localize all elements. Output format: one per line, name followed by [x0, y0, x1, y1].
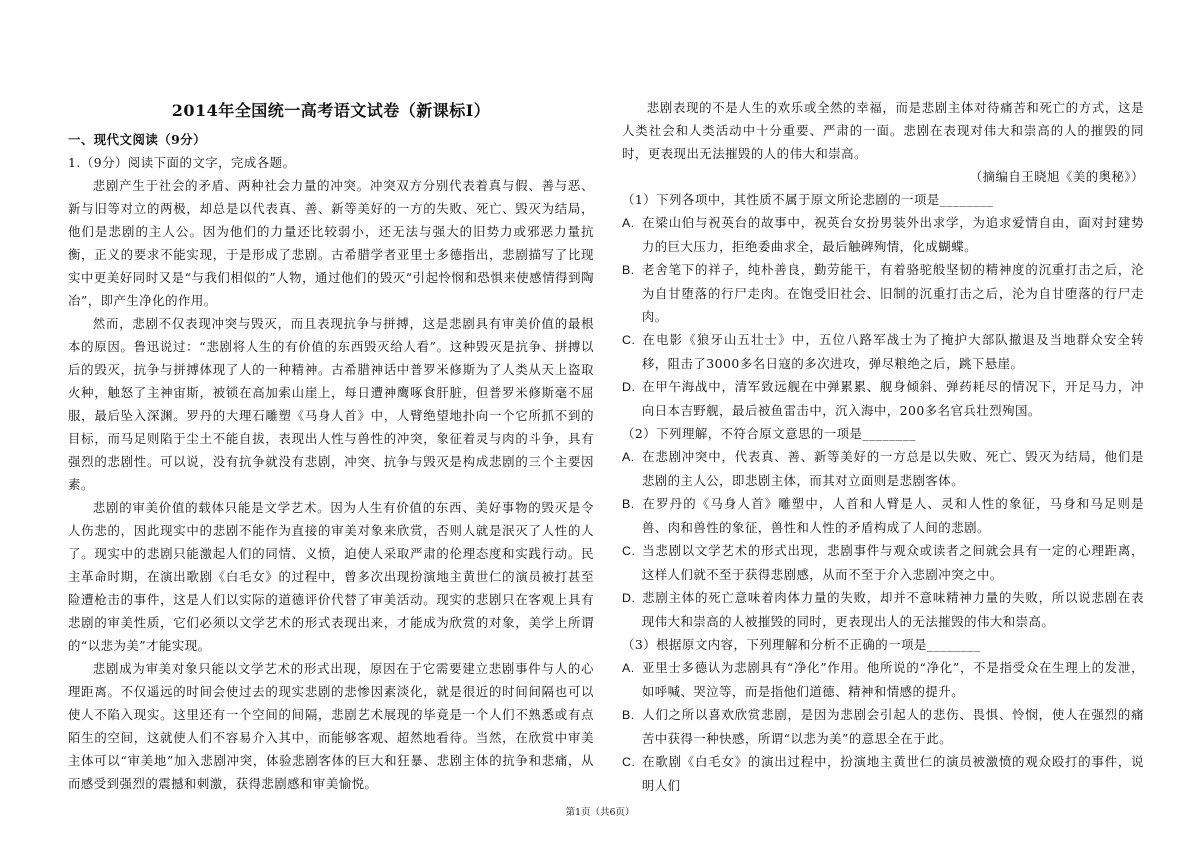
option-text: 在电影《狼牙山五壮士》中，五位八路军战士为了掩护大部队撤退及当地群众安全转移，阻击了3000多名日寇的多次进攻，弹尽粮绝之后，跳下悬崖。 — [641, 332, 1144, 371]
option-text: 亚里士多德认为悲剧具有“净化”作用。他所说的“净化”，不是指受众在生理上的发泄，如呼喊、哭泣等，而是指他们道德、精神和情感的提升。 — [641, 660, 1144, 699]
option-text: 当悲剧以文学艺术的形式出现，悲剧事件与观众或读者之间就会具有一定的心理距离，这样人们就不至于获得悲剧感，从而不至于介入悲剧冲突之中。 — [641, 543, 1144, 582]
page-footer: 第1页（共6页） — [565, 807, 635, 818]
subquestion-3-option-b — [622, 703, 1144, 750]
passage-paragraph-3: 悲剧的审美价值的载体只能是文学艺术。因为人生有价值的东西、美好事物的毁灭是令人伤悲的，因此现实中的悲剧不能作为直接的审美对象来欣赏，否则人就是泯灭了人性的人了。现实中的悲剧只能激起人们的同情、义愤，迫使人采取严肃的伦理态度和实践行动。民主革命时期，在演出歌剧《白毛女》的过程中，曾多次出现扮演地主黄世仁的演员被打甚至险遭枪击的事件，这是人们以实际的道德评价代替了审美活动。现实的悲剧只在客观上具有悲剧的审美性质，它们必须以文学艺术的形式表现出来，才能成为欣赏的对象，美学上所谓的“以悲为美”才能实现。 — [68, 500, 594, 653]
exam-title: 2014年全国统一高考语文试卷（新课标Ⅰ） — [171, 101, 491, 120]
subquestion-1-stem: （1）下列各项中，其性质不属于原文所论悲剧的一项是________ — [622, 192, 994, 207]
subquestion-2-option-d — [622, 586, 1144, 633]
option-letter: C. — [622, 755, 636, 769]
subquestion-1-option-a — [622, 211, 1144, 258]
option-letter: D. — [622, 380, 636, 394]
option-text: 人们之所以喜欢欣赏悲剧，是因为悲剧会引起人的悲伤、畏惧、怜悯，使人在强烈的痛苦中获得一种快感，所谓“以悲为美”的意思全在于此。 — [641, 707, 1144, 746]
subquestion-1-option-d — [622, 375, 1144, 422]
subquestion-2-stem: （2）下列理解，不符合原文意思的一项是________ — [622, 426, 916, 441]
subquestion-3-option-a — [622, 656, 1144, 703]
subquestion-3-stem: （3）根据原文内容，下列理解和分析不正确的一项是________ — [622, 637, 981, 652]
option-text: 在甲午海战中，清军致远舰在中弹累累、舰身倾斜、弹药耗尽的情况下，开足马力，冲向日本吉野舰，最后被鱼雷击中，沉入海中，200多名官兵壮烈殉国。 — [641, 379, 1144, 418]
option-letter: A. — [622, 216, 635, 230]
option-letter: A. — [622, 661, 635, 675]
option-text: 悲剧主体的死亡意味着肉体力量的失败，却并不意味精神力量的失败，所以说悲剧在表现伟大和崇高的人被摧毁的同时，更表现出人的无法摧毁的伟大和崇高。 — [641, 590, 1144, 629]
option-text: 在悲剧冲突中，代表真、善、新等美好的一方总是以失败、死亡、毁灭为结局，他们是悲剧的主人公，即悲剧主体，而其对立面则是悲剧客体。 — [641, 449, 1144, 488]
passage-paragraph-5: 悲剧表现的不是人生的欢乐或全然的幸福，而是悲剧主体对待痛苦和死亡的方式，这是人类社会和人类活动中十分重要、严肃的一面。悲剧在表现对伟大和崇高的人的摧毁的同时，更表现出无法摧毁的人的伟大和崇高。 — [622, 100, 1144, 161]
question-1-stem: 1.（9分）阅读下面的文字，完成各题。 — [68, 155, 296, 170]
section-heading: 一、现代文阅读（9分） — [68, 132, 207, 147]
passage-paragraph-4: 悲剧成为审美对象只能以文学艺术的形式出现，原因在于它需要建立悲剧事件与人的心理距离。不仅遥远的时间会使过去的现实悲剧的悲惨因素淡化，就是很近的时间间隔也可以使人不陷入现实。这里还有一个空间的间隔，悲剧艺术展现的毕竟是一个人们不熟悉或有点陌生的空间，这就使人们不容易介入其中，而能够客观、超然地看待。当然，在欣赏中审美主体可以“审美地”加入悲剧冲突，体验悲剧客体的巨大和狂暴、悲剧主体的抗争和悲痛，从而感受到强烈的震撼和刺激，获得悲剧感和审美愉悦。 — [68, 661, 594, 791]
subquestion-2-option-a — [622, 445, 1144, 492]
option-letter: C. — [622, 544, 636, 558]
left-column — [68, 96, 594, 795]
subquestion-3-option-c — [622, 750, 1144, 797]
subquestion-1-option-c — [622, 328, 1144, 375]
right-column — [622, 96, 1144, 797]
option-letter: B. — [622, 708, 635, 722]
option-text: 老舍笔下的祥子，纯朴善良，勤劳能干，有着骆驼般坚韧的精神度的沉重打击之后，沦为自甘堕落的行尸走肉。在饱受旧社会、旧制的沉重打击之后，沦为自甘堕落的行尸走肉。 — [641, 262, 1144, 324]
option-text: 在罗丹的《马身人首》雕塑中，人首和人臂是人、灵和人性的象征，马身和马足则是兽、肉和兽性的象征，兽性和人性的矛盾构成了人间的悲剧。 — [641, 496, 1144, 535]
option-letter: C. — [622, 333, 636, 347]
option-text: 在歌剧《白毛女》的演出过程中，扮演地主黄世仁的演员被激愤的观众殴打的事件，说明人们 — [641, 754, 1144, 793]
option-text: 在梁山伯与祝英台的故事中，祝英台女扮男装外出求学，为追求爱情自由，面对封建势力的巨大压力，拒绝委曲求全，最后触碑殉情，化成蝴蝶。 — [641, 215, 1144, 254]
subquestion-2-option-c — [622, 539, 1144, 586]
option-letter: D. — [622, 591, 636, 605]
passage-paragraph-2: 然而，悲剧不仅表现冲突与毁灭，而且表现抗争与拼搏，这是悲剧具有审美价值的最根本的原因。鲁迅说过：“悲剧将人生的有价值的东西毁灭给人看”。这种毁灭是抗争、拼搏以后的毁灭，抗争与拼搏体现了人的一种精神。古希腊神话中普罗米修斯为了人类从天上盗取火种，触怒了主神宙斯，被锁在高加索山崖上，每日遭神鹰啄食肝脏，但普罗米修斯毫不屈服，最后坠入深渊。罗丹的大理石雕塑《马身人首》中，人臂绝望地扑向一个它所抓不到的目标，而马足则陷于尘土不能自拔，表现出人性与兽性的冲突，象征着灵与肉的斗争，具有强烈的悲剧性。可以说，没有抗争就没有悲剧，冲突、抗争与毁灭是构成悲剧的三个主要因素。 — [68, 316, 594, 492]
subquestion-1-option-b — [622, 258, 1144, 328]
option-letter: B. — [622, 263, 635, 277]
option-letter: A. — [622, 450, 635, 464]
subquestion-2-option-b — [622, 492, 1144, 539]
passage-paragraph-1: 悲剧产生于社会的矛盾、两种社会力量的冲突。冲突双方分别代表着真与假、善与恶、新与旧等对立的两极，却总是以代表真、善、新等美好的一方的失败、死亡、毁灭为结局，他们是悲剧的主人公。因为他们的力量还比较弱小，还无法与强大的旧势力或邪恶力量抗衡，正义的要求不能实现，于是形成了悲剧。古希腊学者亚里士多德指出，悲剧描写了比现实中更美好同时又是“与我们相似的”人物，通过他们的毁灭“引起怜悯和恐惧来使感情得到陶冶”，即产生净化的作用。 — [68, 178, 594, 308]
option-letter: B. — [622, 497, 635, 511]
passage-source: （摘编自王晓旭《美的奥秘》） — [969, 169, 1144, 184]
